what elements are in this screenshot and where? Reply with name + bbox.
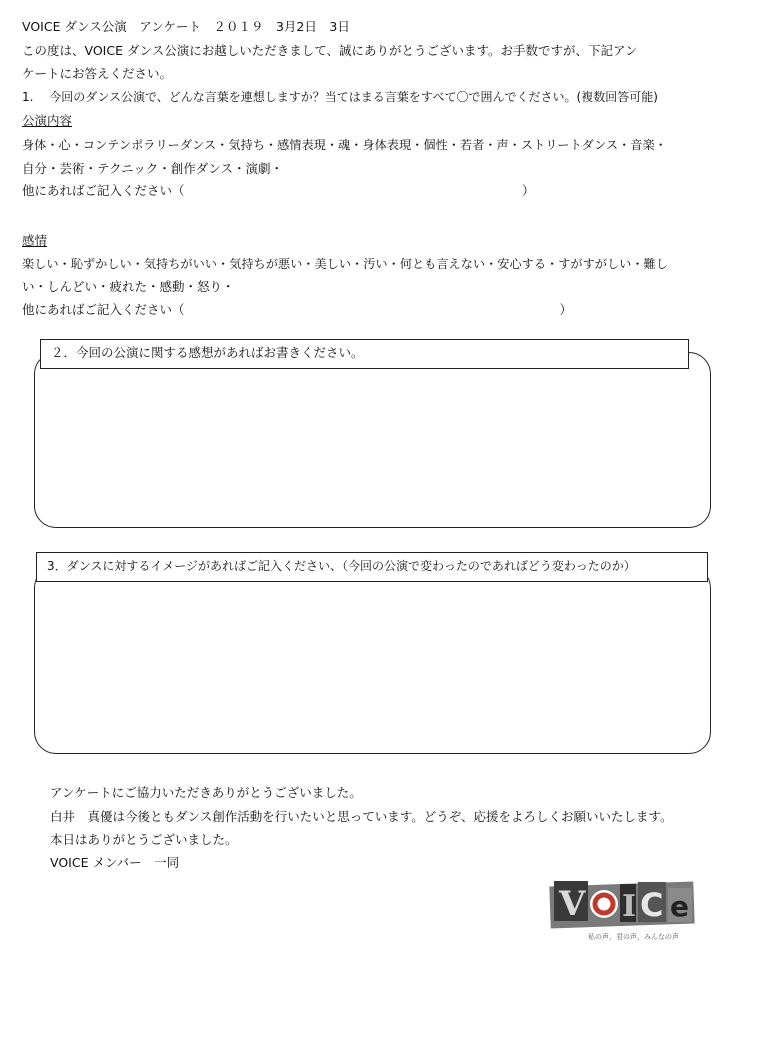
intro-line-1: この度は、VOICE ダンス公演にお越しいただきまして、誠にありがとうございます。お手数ですが、下記アン [22, 43, 638, 58]
performance-options-line-1[interactable]: 身体・心・コンテンポラリーダンス・気持ち・感情表現・魂・身体表現・個性・若者・声・ストリートダンス・音楽・ [22, 138, 667, 152]
emotion-options-line-2[interactable]: い・しんどい・疲れた・感動・怒り・ [22, 279, 235, 294]
question-2-label: ２．今回の公演に関する感想があればお書きください。 [40, 339, 689, 369]
voice-logo [548, 878, 696, 944]
performance-other-field[interactable]: 他にあればご記入ください（ ） [22, 183, 535, 198]
question-3-label: 3．ダンスに対するイメージがあればご記入ください、（今回の公演で変わったのであればどう変わったのか） [36, 552, 708, 582]
closing-message: 白井 真優は今後ともダンス創作活動を行いたいと思っています。どうぞ、応援をよろしくお願いいたします。 [50, 809, 673, 824]
section-heading-emotion: 感情 [22, 233, 48, 248]
question-2-answer-box[interactable] [34, 352, 711, 528]
closing-thanks-today: 本日はありがとうございました。 [50, 832, 238, 847]
question-3-answer-box[interactable] [34, 566, 711, 754]
logo-letter-v: V [559, 884, 586, 924]
survey-title: VOICE ダンス公演 アンケート ２０１９ 3月2日 3日 [22, 19, 350, 34]
performance-options-line-2[interactable]: 自分・芸術・テクニック・創作ダンス・演劇・ [22, 161, 284, 176]
logo-letter-e: e [670, 890, 689, 923]
logo-letter-i: I [622, 889, 637, 924]
question-1-text: 1. 今回のダンス公演で、どんな言葉を連想しますか？当てはまる言葉をすべて〇で囲んでください。(複数回答可能) [22, 90, 658, 104]
closing-thanks: アンケートにご協力いただきありがとうございました。 [50, 785, 362, 800]
intro-line-2: ケートにお答えください。 [22, 66, 173, 81]
closing-signature: VOICE メンバー 一同 [50, 855, 180, 870]
logo-letter-c: C [640, 886, 664, 924]
emotion-options-line-1[interactable]: 楽しい・恥ずかしい・気持ちがいい・気持ちが悪い・美しい・汚い・何とも言えない・安心する・すがすがしい・難し [22, 257, 668, 271]
logo-tagline: 私の声、君の声、みんなの声 [588, 933, 679, 941]
section-heading-performance: 公演内容 [22, 113, 73, 128]
emotion-other-field[interactable]: 他にあればご記入ください（ ） [22, 302, 573, 317]
